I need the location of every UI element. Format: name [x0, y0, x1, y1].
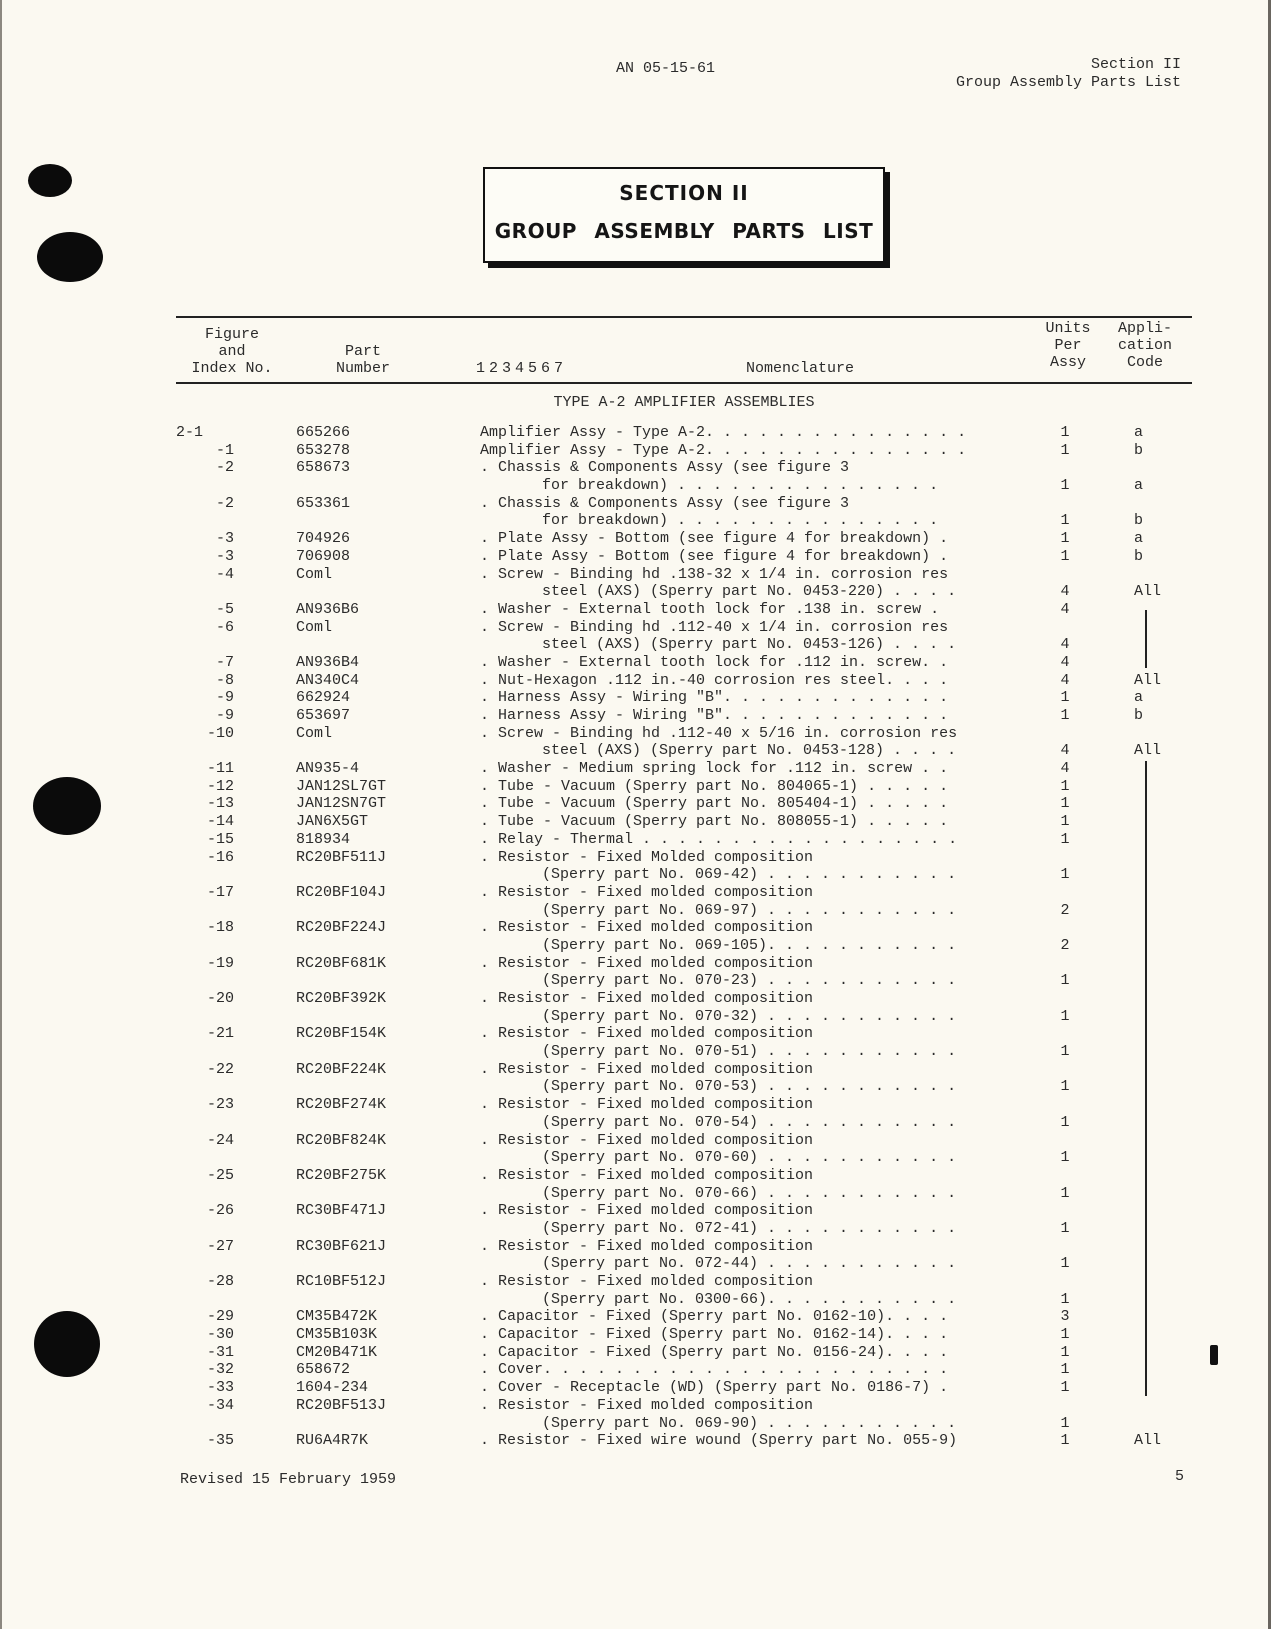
table-row-continuation: [176, 636, 1192, 654]
part-number-cell: CM20B471K: [296, 1343, 378, 1361]
part-number-cell: RU6A4R7K: [296, 1432, 369, 1450]
figure-index-cell: -16: [206, 848, 234, 866]
units-per-assy-cell: 1: [1060, 512, 1070, 530]
table-row-continuation: [176, 937, 1192, 955]
figure-index-cell: -20: [206, 990, 234, 1007]
part-number-cell: RC20BF511J: [296, 848, 387, 866]
table-row: [176, 1432, 1192, 1450]
units-per-assy-cell: 1: [1060, 866, 1070, 884]
units-per-assy-cell: 1: [1060, 1149, 1070, 1167]
figure-index-cell: -5: [215, 600, 234, 618]
figure-index-cell: -9: [215, 689, 234, 707]
application-code-cell: b: [1134, 512, 1144, 530]
table-row-continuation: [176, 1220, 1192, 1238]
units-per-assy-cell: 1: [1060, 813, 1070, 831]
nomenclature-cell: . Resistor - Fixed wire wound (Sperry part No. 055-9): [480, 1432, 958, 1450]
nomenclature-cell: Amplifier Assy - Type A-2. . . . . . . . . . . . . . .: [480, 441, 967, 459]
table-row: [176, 919, 1192, 937]
application-code-cell: All: [1134, 1432, 1162, 1450]
application-code-range-bar: [1145, 610, 1147, 668]
figure-index-cell: -14: [206, 813, 234, 831]
nomenclature-cell: for breakdown) . . . . . . . . . . . . . . .: [542, 512, 939, 530]
units-per-assy-cell: 1: [1060, 1007, 1070, 1025]
nomenclature-cell: steel (AXS) (Sperry part No. 0453-128) . . . .: [542, 742, 957, 760]
running-header: [956, 56, 1181, 92]
section-title: SECTION II: [619, 181, 749, 205]
nomenclature-cell: . Resistor - Fixed molded composition: [480, 1096, 814, 1114]
table-row: [176, 1061, 1192, 1079]
table-row-continuation: [176, 1043, 1192, 1061]
part-number-cell: 658673: [296, 459, 351, 477]
nomenclature-cell: (Sperry part No. 0300-66). . . . . . . . . . .: [542, 1290, 957, 1308]
table-row-continuation: [176, 1008, 1192, 1026]
figure-index-cell: -24: [206, 1131, 234, 1149]
part-number-cell: CM35B472K: [296, 1308, 378, 1326]
part-number-cell: AN936B4: [296, 653, 360, 671]
units-per-assy-cell: 1: [1060, 689, 1070, 707]
figure-index-cell: -13: [206, 795, 234, 813]
figure-index-cell: -35: [206, 1432, 234, 1450]
column-header-units-per-assy: Units Per Assy: [1045, 320, 1091, 371]
figure-index-cell: -32: [206, 1361, 234, 1379]
units-per-assy-cell: 3: [1060, 1308, 1070, 1326]
nomenclature-cell: (Sperry part No. 069-42) . . . . . . . . . . .: [542, 866, 957, 884]
nomenclature-cell: . Screw - Binding hd .112-40 x 5/16 in. corrosion res: [480, 724, 958, 742]
part-number-cell: AN936B6: [296, 600, 360, 618]
units-per-assy-cell: 1: [1060, 547, 1070, 565]
figure-index-cell: -30: [206, 1326, 234, 1344]
nomenclature-cell: steel (AXS) (Sperry part No. 0453-220) . . . .: [542, 583, 957, 601]
part-number-cell: CM35B103K: [296, 1326, 378, 1344]
part-number-cell: RC20BF681K: [296, 954, 387, 972]
part-number-cell: AN340C4: [296, 671, 360, 689]
table-row: [176, 849, 1192, 867]
nomenclature-cell: . Plate Assy - Bottom (see figure 4 for breakdown) .: [480, 547, 949, 565]
application-code-cell: All: [1134, 742, 1162, 760]
table-row: [176, 548, 1192, 566]
figure-index-cell: -28: [206, 1273, 234, 1290]
part-number-cell: RC20BF224J: [296, 919, 387, 937]
nomenclature-cell: (Sperry part No. 070-53) . . . . . . . . . . .: [542, 1078, 957, 1096]
units-per-assy-cell: 1: [1060, 1184, 1070, 1202]
figure-index-cell: -26: [206, 1202, 234, 1220]
units-per-assy-cell: 1: [1060, 424, 1070, 441]
parts-list-table: [176, 316, 1192, 1450]
table-row: [176, 1361, 1192, 1379]
units-per-assy-cell: 1: [1060, 1343, 1070, 1361]
figure-index-cell: -6: [215, 618, 234, 636]
nomenclature-cell: . Screw - Binding hd .112-40 x 1/4 in. corrosion res: [480, 618, 949, 636]
nomenclature-cell: for breakdown) . . . . . . . . . . . . . . .: [542, 477, 939, 495]
units-per-assy-cell: 1: [1060, 1078, 1070, 1096]
nomenclature-cell: (Sperry part No. 070-54) . . . . . . . . . . .: [542, 1113, 957, 1131]
part-number-cell: 706908: [296, 547, 351, 565]
nomenclature-cell: . Resistor - Fixed molded composition: [480, 1166, 814, 1184]
page-number: 5: [1175, 1468, 1185, 1485]
table-row: [176, 619, 1192, 637]
section-subtitle: GROUP ASSEMBLY PARTS LIST: [494, 219, 874, 243]
part-number-cell: RC10BF512J: [296, 1273, 387, 1290]
nomenclature-cell: . Resistor - Fixed molded composition: [480, 919, 814, 937]
nomenclature-cell: (Sperry part No. 072-44) . . . . . . . . . . .: [542, 1255, 957, 1273]
part-number-cell: RC20BF104J: [296, 883, 387, 901]
table-row: [176, 813, 1192, 831]
figure-index-cell: -22: [206, 1060, 234, 1078]
nomenclature-cell: (Sperry part No. 070-23) . . . . . . . . . . .: [542, 972, 957, 990]
table-row-continuation: [176, 866, 1192, 884]
figure-index-cell: -9: [215, 707, 234, 724]
part-number-cell: RC20BF274K: [296, 1096, 387, 1114]
nomenclature-cell: . Harness Assy - Wiring "B". . . . . . . . . . . . .: [480, 707, 949, 724]
nomenclature-cell: . Capacitor - Fixed (Sperry part No. 0156-24). . . .: [480, 1343, 949, 1361]
units-per-assy-cell: 4: [1060, 742, 1070, 760]
units-per-assy-cell: 4: [1060, 760, 1070, 778]
units-per-assy-cell: 4: [1060, 653, 1070, 671]
figure-index-cell: -4: [215, 565, 234, 583]
application-code-cell: b: [1134, 547, 1144, 565]
application-code-cell: a: [1134, 424, 1144, 441]
table-row: [176, 689, 1192, 707]
units-per-assy-cell: 1: [1060, 830, 1070, 848]
table-row-continuation: [176, 512, 1192, 530]
table-row: [176, 990, 1192, 1008]
figure-index-cell: -2: [215, 494, 234, 512]
nomenclature-cell: (Sperry part No. 070-51) . . . . . . . . . . .: [542, 1043, 957, 1061]
units-per-assy-cell: 1: [1060, 1432, 1070, 1450]
units-per-assy-cell: 1: [1060, 1290, 1070, 1308]
section-title-box: [483, 167, 885, 263]
table-row: [176, 778, 1192, 796]
figure-index-cell: -18: [206, 919, 234, 937]
table-row: [176, 1344, 1192, 1362]
nomenclature-cell: . Tube - Vacuum (Sperry part No. 804065-1) . . . . .: [480, 777, 949, 795]
figure-index-cell: -2: [215, 459, 234, 477]
nomenclature-cell: . Resistor - Fixed molded composition: [480, 954, 814, 972]
units-per-assy-cell: 1: [1060, 795, 1070, 813]
nomenclature-cell: . Chassis & Components Assy (see figure 3: [480, 494, 850, 512]
nomenclature-cell: (Sperry part No. 070-66) . . . . . . . . . . .: [542, 1184, 957, 1202]
nomenclature-cell: . Chassis & Components Assy (see figure 3: [480, 459, 850, 477]
part-number-cell: 1604-234: [296, 1379, 369, 1397]
figure-index-cell: -25: [206, 1166, 234, 1184]
units-per-assy-cell: 1: [1060, 1043, 1070, 1061]
table-row-continuation: [176, 1291, 1192, 1309]
figure-index-cell: -33: [206, 1379, 234, 1397]
nomenclature-cell: . Plate Assy - Bottom (see figure 4 for breakdown) .: [480, 530, 949, 548]
figure-index-cell: -1: [215, 441, 234, 459]
table-row: [176, 760, 1192, 778]
units-per-assy-cell: 1: [1060, 441, 1070, 459]
part-number-cell: RC30BF471J: [296, 1202, 387, 1220]
page-left-edge: [0, 0, 2, 1629]
table-row: [176, 601, 1192, 619]
nomenclature-cell: . Washer - External tooth lock for .112 in. screw. .: [480, 653, 949, 671]
units-per-assy-cell: 4: [1060, 583, 1070, 601]
nomenclature-cell: . Resistor - Fixed molded composition: [480, 1131, 814, 1149]
figure-index-cell: 2-1: [176, 424, 204, 441]
column-header-part-number: Part Number: [335, 343, 390, 377]
nomenclature-cell: (Sperry part No. 069-90) . . . . . . . . . . .: [542, 1414, 957, 1432]
nomenclature-cell: (Sperry part No. 069-97) . . . . . . . . . . .: [542, 901, 957, 919]
part-number-cell: 658672: [296, 1361, 351, 1379]
figure-index-cell: -11: [206, 760, 234, 778]
table-row: [176, 1238, 1192, 1256]
table-row: [176, 795, 1192, 813]
part-number-cell: RC20BF154K: [296, 1025, 387, 1043]
table-column-headers: [176, 318, 1192, 382]
figure-index-cell: -31: [206, 1343, 234, 1361]
part-number-cell: JAN12SN7GT: [296, 795, 387, 813]
nomenclature-cell: . Resistor - Fixed molded composition: [480, 1237, 814, 1255]
table-row: [176, 672, 1192, 690]
nomenclature-cell: (Sperry part No. 072-41) . . . . . . . . . . .: [542, 1219, 957, 1237]
part-number-cell: JAN12SL7GT: [296, 777, 387, 795]
nomenclature-cell: . Tube - Vacuum (Sperry part No. 805404-1) . . . . .: [480, 795, 949, 813]
table-row: [176, 459, 1192, 477]
units-per-assy-cell: 1: [1060, 1113, 1070, 1131]
figure-index-cell: -19: [206, 954, 234, 972]
running-header-section: Section II: [1090, 56, 1181, 73]
nomenclature-cell: . Resistor - Fixed molded composition: [480, 1396, 814, 1414]
nomenclature-cell: Amplifier Assy - Type A-2. . . . . . . . . . . . . . .: [480, 424, 967, 441]
nomenclature-cell: . Tube - Vacuum (Sperry part No. 808055-1) . . . . .: [480, 813, 949, 831]
part-number-cell: RC20BF513J: [296, 1396, 387, 1414]
figure-index-cell: -21: [206, 1025, 234, 1043]
nomenclature-cell: . Resistor - Fixed Molded composition: [480, 848, 814, 866]
part-number-cell: 665266: [296, 424, 351, 441]
units-per-assy-cell: 2: [1060, 936, 1070, 954]
application-code-cell: All: [1134, 583, 1162, 601]
application-code-cell: a: [1134, 477, 1144, 495]
units-per-assy-cell: 1: [1060, 1361, 1070, 1379]
units-per-assy-cell: 1: [1060, 707, 1070, 724]
table-row: [176, 442, 1192, 460]
nomenclature-cell: steel (AXS) (Sperry part No. 0453-126) . . . .: [542, 636, 957, 654]
figure-index-cell: -10: [206, 724, 234, 742]
part-number-cell: 653361: [296, 494, 351, 512]
application-code-cell: All: [1134, 671, 1162, 689]
table-row-continuation: [176, 1114, 1192, 1132]
part-number-cell: 704926: [296, 530, 351, 548]
units-per-assy-cell: 1: [1060, 1255, 1070, 1273]
column-header-indent-levels: 1234567: [476, 360, 568, 377]
table-row-continuation: [176, 1185, 1192, 1203]
part-number-cell: Coml: [296, 565, 333, 583]
nomenclature-cell: . Washer - Medium spring lock for .112 in. screw . .: [480, 760, 949, 778]
table-row: [176, 424, 1192, 442]
table-row: [176, 1096, 1192, 1114]
application-code-cell: b: [1134, 707, 1144, 724]
units-per-assy-cell: 1: [1060, 1379, 1070, 1397]
table-row: [176, 1379, 1192, 1397]
table-row: [176, 1273, 1192, 1291]
table-row-continuation: [176, 902, 1192, 920]
table-row: [176, 831, 1192, 849]
nomenclature-cell: . Resistor - Fixed molded composition: [480, 1202, 814, 1220]
figure-index-cell: -3: [215, 547, 234, 565]
figure-index-cell: -29: [206, 1308, 234, 1326]
table-row-continuation: [176, 972, 1192, 990]
figure-index-cell: -3: [215, 530, 234, 548]
table-row: [176, 884, 1192, 902]
application-code-range-bar: [1145, 761, 1147, 1396]
part-number-cell: RC20BF392K: [296, 990, 387, 1007]
figure-index-cell: -8: [215, 671, 234, 689]
table-row: [176, 654, 1192, 672]
nomenclature-cell: . Harness Assy - Wiring "B". . . . . . . . . . . . .: [480, 689, 949, 707]
nomenclature-cell: . Resistor - Fixed molded composition: [480, 1273, 814, 1290]
figure-index-cell: -23: [206, 1096, 234, 1114]
group-title: TYPE A-2 AMPLIFIER ASSEMBLIES: [553, 394, 815, 411]
table-row-continuation: [176, 1255, 1192, 1273]
nomenclature-cell: (Sperry part No. 069-105). . . . . . . . . . .: [542, 936, 957, 954]
part-number-cell: AN935-4: [296, 760, 360, 778]
part-number-cell: Coml: [296, 618, 333, 636]
figure-index-cell: -17: [206, 883, 234, 901]
part-number-cell: RC30BF621J: [296, 1237, 387, 1255]
table-row: [176, 707, 1192, 725]
table-row-continuation: [176, 583, 1192, 601]
part-number-cell: RC20BF275K: [296, 1166, 387, 1184]
units-per-assy-cell: 2: [1060, 901, 1070, 919]
figure-index-cell: -34: [206, 1396, 234, 1414]
part-number-cell: JAN6X5GT: [296, 813, 369, 831]
table-row-continuation: [176, 1149, 1192, 1167]
table-row: [176, 1202, 1192, 1220]
nomenclature-cell: . Washer - External tooth lock for .138 in. screw .: [480, 600, 940, 618]
table-header-rule: [176, 382, 1192, 384]
part-number-cell: 818934: [296, 830, 351, 848]
part-number-cell: RC20BF224K: [296, 1060, 387, 1078]
revision-date: Revised 15 February 1959: [180, 1471, 397, 1488]
units-per-assy-cell: 4: [1060, 636, 1070, 654]
binder-hole-4: [34, 1311, 100, 1377]
column-header-figure-index: Figure and Index No.: [191, 326, 273, 377]
units-per-assy-cell: 1: [1060, 530, 1070, 548]
units-per-assy-cell: 1: [1060, 972, 1070, 990]
nomenclature-cell: (Sperry part No. 070-60) . . . . . . . . . . .: [542, 1149, 957, 1167]
application-code-cell: a: [1134, 530, 1144, 548]
application-code-cell: a: [1134, 689, 1144, 707]
table-row: [176, 1132, 1192, 1150]
nomenclature-cell: . Cover. . . . . . . . . . . . . . . . . . . . . . .: [480, 1361, 949, 1379]
figure-index-cell: -27: [206, 1237, 234, 1255]
part-number-cell: Coml: [296, 724, 333, 742]
table-row-continuation: [176, 1078, 1192, 1096]
units-per-assy-cell: 4: [1060, 600, 1070, 618]
part-number-cell: 653278: [296, 441, 351, 459]
table-row: [176, 1326, 1192, 1344]
table-row: [176, 1167, 1192, 1185]
nomenclature-cell: . Nut-Hexagon .112 in.-40 corrosion res steel. . . .: [480, 671, 949, 689]
nomenclature-cell: . Resistor - Fixed molded composition: [480, 990, 814, 1007]
table-row: [176, 955, 1192, 973]
nomenclature-cell: . Resistor - Fixed molded composition: [480, 1025, 814, 1043]
figure-index-cell: -7: [215, 653, 234, 671]
nomenclature-cell: . Screw - Binding hd .138-32 x 1/4 in. corrosion res: [480, 565, 949, 583]
nomenclature-cell: . Capacitor - Fixed (Sperry part No. 0162-10). . . .: [480, 1308, 949, 1326]
units-per-assy-cell: 4: [1060, 671, 1070, 689]
nomenclature-cell: . Resistor - Fixed molded composition: [480, 1060, 814, 1078]
nomenclature-cell: . Resistor - Fixed molded composition: [480, 883, 814, 901]
nomenclature-cell: . Capacitor - Fixed (Sperry part No. 0162-14). . . .: [480, 1326, 949, 1344]
application-code-cell: b: [1134, 441, 1144, 459]
part-number-cell: 662924: [296, 689, 351, 707]
column-header-nomenclature: Nomenclature: [746, 360, 855, 377]
table-row: [176, 1397, 1192, 1415]
binder-hole-2: [37, 232, 103, 282]
table-row-continuation: [176, 477, 1192, 495]
units-per-assy-cell: 1: [1060, 1414, 1070, 1432]
table-row: [176, 1025, 1192, 1043]
column-header-application-code: Appli- cation Code: [1117, 320, 1172, 371]
table-row: [176, 1308, 1192, 1326]
units-per-assy-cell: 1: [1060, 777, 1070, 795]
edge-index-mark: [1210, 1345, 1218, 1365]
running-header-subtitle: Group Assembly Parts List: [955, 74, 1181, 91]
binder-hole-3: [33, 777, 101, 835]
figure-index-cell: -12: [206, 777, 234, 795]
document-number: AN 05-15-61: [616, 60, 716, 77]
table-row: [176, 495, 1192, 513]
nomenclature-cell: . Cover - Receptacle (WD) (Sperry part No. 0186-7) .: [480, 1379, 949, 1397]
part-number-cell: 653697: [296, 707, 351, 724]
table-row: [176, 566, 1192, 584]
part-number-cell: RC20BF824K: [296, 1131, 387, 1149]
nomenclature-cell: . Relay - Thermal . . . . . . . . . . . . . . . . . .: [480, 830, 958, 848]
units-per-assy-cell: 1: [1060, 1219, 1070, 1237]
table-row: [176, 530, 1192, 548]
units-per-assy-cell: 1: [1060, 1326, 1070, 1344]
units-per-assy-cell: 1: [1060, 477, 1070, 495]
nomenclature-cell: (Sperry part No. 070-32) . . . . . . . . . . .: [542, 1007, 957, 1025]
table-row-continuation: [176, 1415, 1192, 1433]
binder-hole-1: [28, 164, 72, 197]
table-body: [176, 424, 1192, 1450]
figure-index-cell: -15: [206, 830, 234, 848]
table-row: [176, 725, 1192, 743]
table-row-continuation: [176, 742, 1192, 760]
